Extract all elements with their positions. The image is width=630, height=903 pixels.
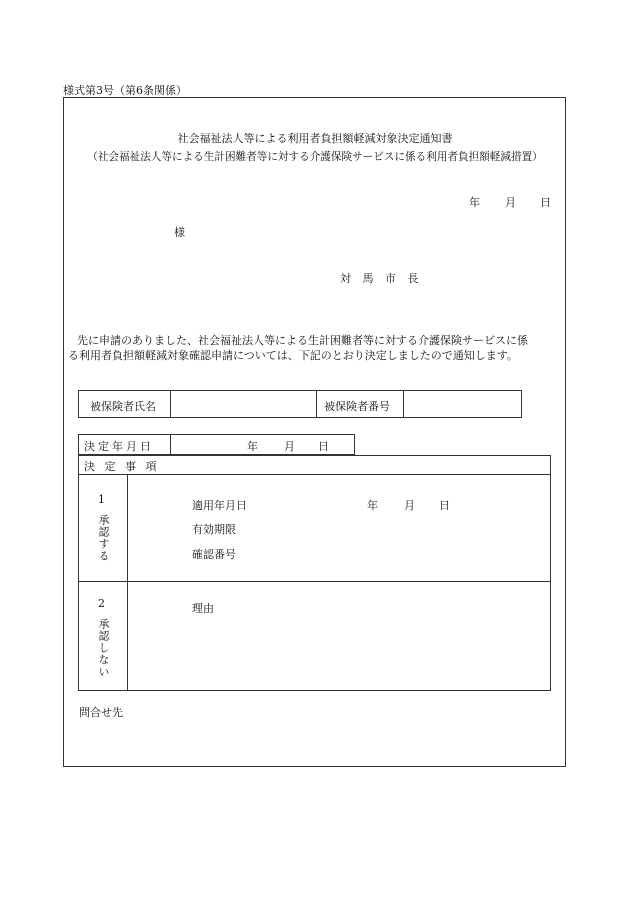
divider [403,390,404,418]
body-line-1: 先に申請のありました、社会福祉法人等による生計困難者等に対する介護保険サービスに係 [77,334,528,347]
form-number: 様式第3号（第6条関係） [63,84,187,97]
divider [127,474,128,691]
applied-month: 月 [404,499,415,512]
divider [170,390,171,418]
decision-items-label: 決 定 事 項 [84,460,160,473]
title-line-1: 社会福祉法人等による利用者負担額軽減対象決定通知書 [177,132,453,145]
decision-date-day: 日 [318,440,329,453]
decision-date-month: 月 [284,440,295,453]
contact-label: 問合せ先 [79,706,123,719]
issuer: 対 馬 市 長 [340,272,423,285]
divider [78,474,551,475]
insured-name-label: 被保険者氏名 [90,400,156,413]
title-line-2: （社会福祉法人等による生計困難者等に対する介護保険サービスに係る利用者負担額軽減措置） [87,151,543,163]
body-line-2: る利用者負担額軽減対象確認申請については、下記のとおり決定しましたので通知します。 [68,349,518,362]
reason-label: 理由 [192,602,214,615]
applied-year: 年 [367,499,378,512]
issue-year: 年 [469,196,480,209]
applied-day: 日 [439,499,450,512]
divider [78,581,551,582]
issue-day: 日 [540,196,551,209]
reject-label: 承認しない [97,618,110,678]
applied-date-label: 適用年月日 [192,499,247,512]
reject-number: 2 [98,597,105,610]
insured-number-label: 被保険者番号 [324,400,390,413]
decision-date-label: 決定年月日 [84,440,154,453]
addressee-suffix: 様 [174,226,185,239]
issue-month: 月 [505,196,516,209]
approve-number: 1 [98,493,105,506]
divider [316,390,317,418]
decision-date-year: 年 [247,440,258,453]
validity-label: 有効期限 [192,523,236,536]
approve-label: 承認する [97,514,110,562]
confirmation-number-label: 確認番号 [192,548,236,561]
divider [170,434,171,455]
decision-items-table [78,455,551,691]
